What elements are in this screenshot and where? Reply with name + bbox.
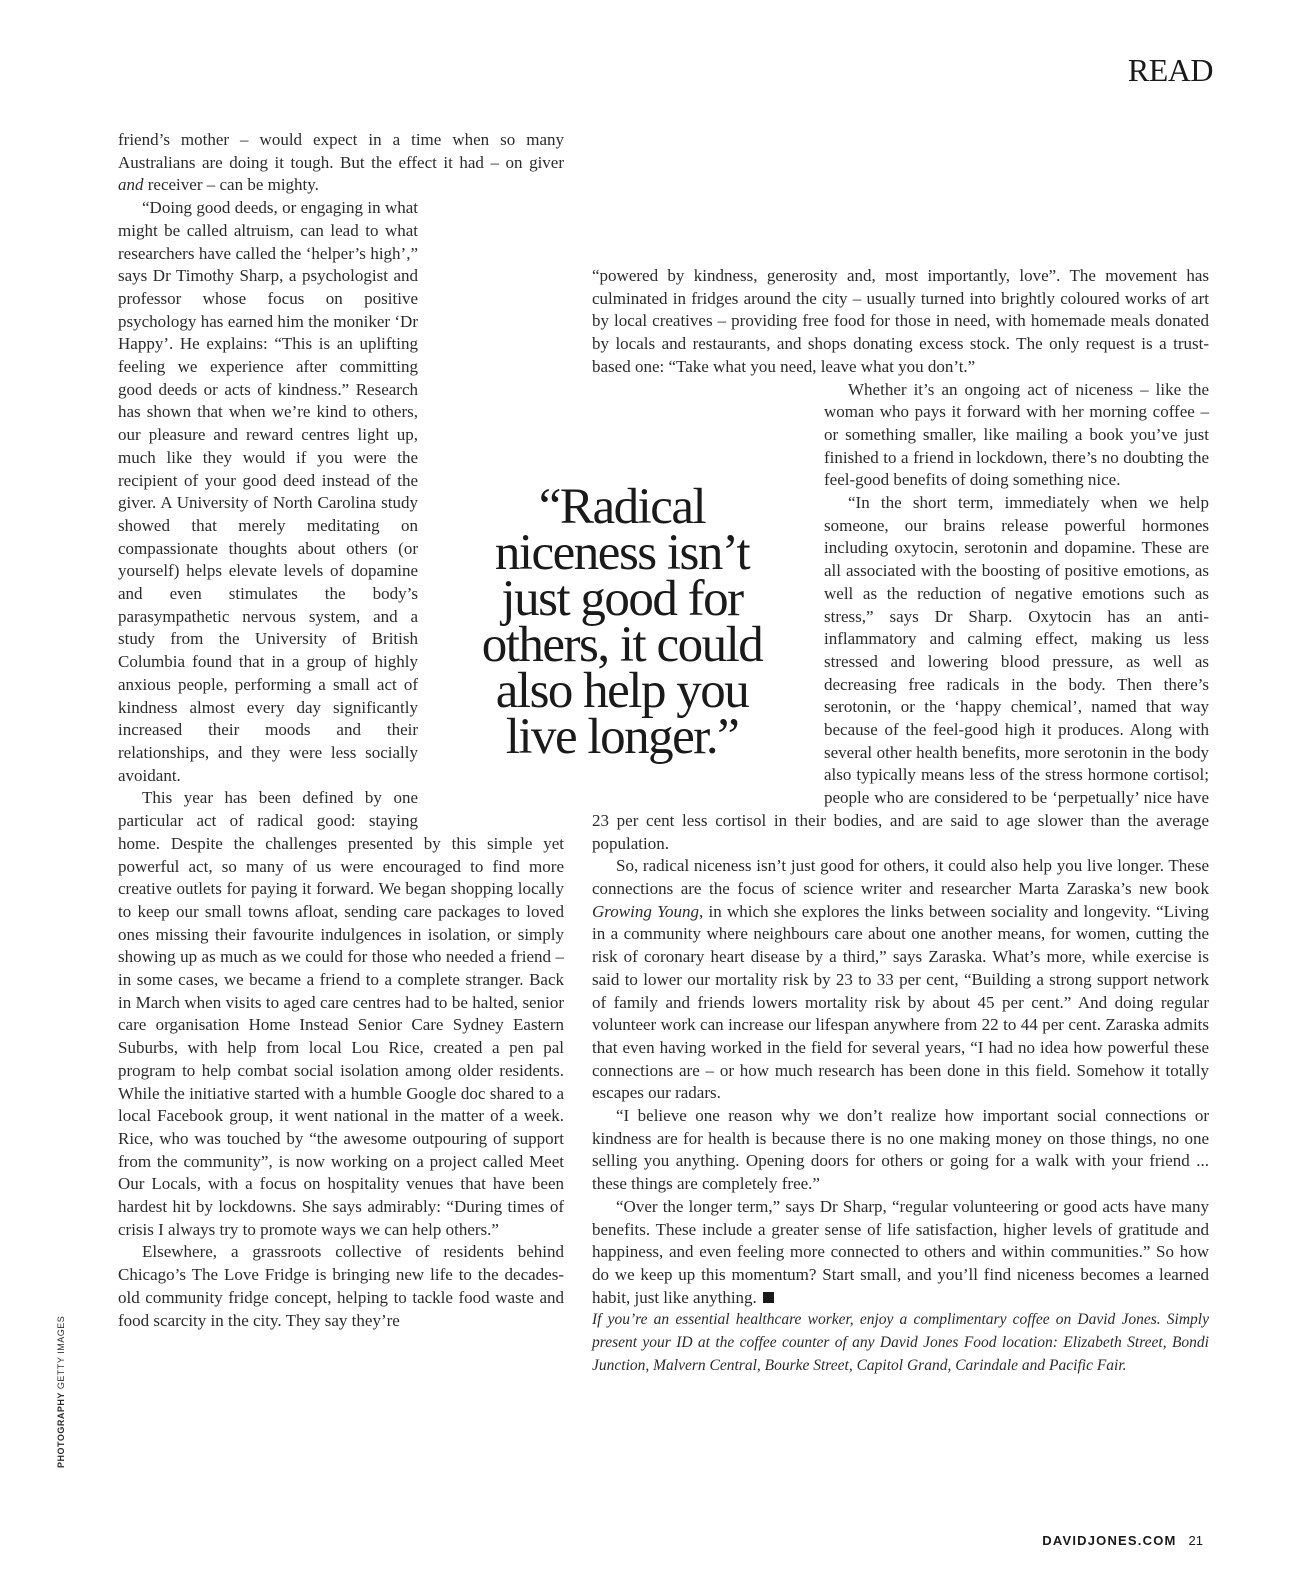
paragraph: “In the short term, immediately when we help someone, our brains release powerful hormones including oxytocin, serotonin and dopamine. These are all associated with the boosting of positive emotions, as well as the reduction of negative emotions such as stress,” says Dr Sharp. Oxytocin has an anti-inflammatory and calming effect, making us less stressed and lowering blood pressure, as well as decreasing free radicals in the body. Then there’s serotonin, or the ‘happy chemical’, named that way because of the feel-good high it produces. Along with several other health benefits, more serotonin in the body also typically means less of the stress hormone cortisol; people who are considered to be ‘perpetually’ nice have 23 per cent less cortisol in their bodies, and are said to age slower than the average population. — [592, 493, 1209, 853]
paragraph: Whether it’s an ongoing act of niceness – like the woman who pays it forward with her morning coffee – or something smaller, like mailing a book you’ve just finished to a friend in lockdown, there’s no doubting the feel-good benefits of doing something nice. — [824, 379, 1209, 490]
footnote: If you’re an essential healthcare worker, enjoy a complimentary coffee on David Jones. Simply present your ID at the coffee counter of any David Jones Food location: Elizabeth Street, Bondi Junction, Malvern Central, Bourke Street, Capitol Grand, Carindale and Pacific Fair. — [592, 1311, 1209, 1374]
paragraph: friend’s mother – would expect in a time when so many Australians are doing it tough. But the effect it had – on giver and receiver – can be mighty. — [118, 130, 564, 195]
paragraph: “Doing good deeds, or engaging in what might be called altruism, can lead to what researchers have called the ‘helper’s high’,” says Dr Timothy Sharp, a psychologist and professor whose focus on positive psychology has earned him the moniker ‘Dr Happy’. He explains: “This is an uplifting feeling we experience after committing good deeds or acts of kindness.” Research has shown that when we’re kind to others, our pleasure and reward centres light up, much like they would if you were the recipient of your good deed instead of the giver. A University of North Carolina study showed that merely meditating on compassionate thoughts about others (or yourself) helps elevate levels of dopamine and even stimulates the body’s parasympathetic nervous system, and a study from the University of British Columbia found that in a group of highly anxious people, performing a small act of kindness almost every day significantly increased their moods and their relationships, and they were less socially avoidant. — [118, 198, 418, 785]
pull-quote: “Radical niceness isn’t just good for others, it could also help you live longer.” — [481, 479, 763, 765]
end-mark-icon — [763, 1292, 774, 1303]
page-footer — [1042, 1533, 1203, 1548]
paragraph: This year has been defined by one particular act of radical good: staying home. Despite the challenges presented by this simple yet powerful act, so many of us were encouraged to find more creative outlets for paying it forward. We began shopping locally to keep our small towns afloat, sending care packages to loved ones missing their favourite indulgences in isolation, or simply showing up as much as we could for those who needed a friend – in some cases, we became a friend to a complete stranger. Back in March when visits to aged care centres had to be halted, senior care organisation Home Instead Senior Care Sydney Eastern Suburbs, with help from local Lou Rice, created a pen pal program to help combat social isolation among older residents. While the initiative started with a humble Google doc shared to a local Facebook group, it went national in the matter of a week. Rice, who was touched by “the awesome outpouring of support from the community”, is now working on a project called Meet Our Locals, with a focus on hospitality venues that have been hardest hit by lockdowns. She says admirably: “During times of crisis I always try to promote ways we can help others.” — [118, 788, 564, 1239]
paragraph: “Over the longer term,” says Dr Sharp, “regular volunteering or good acts have many benefits. These include a greater sense of life satisfaction, higher levels of gratitude and happiness, and even feeling more connected to others and within communities.” So how do we keep up this momentum? Start small, and you’ll find niceness becomes a learned habit, just like anything. — [592, 1196, 1209, 1307]
paragraph: So, radical niceness isn’t just good for others, it could also help you live longer. These connections are the focus of science writer and researcher Marta Zaraska’s new book Growing Young, in which she explores the links between sociality and longevity. “Living in a community where neighbours care about one another means, for women, cutting the risk of coronary heart disease by a third,” says Zaraska. What’s more, while exercise is said to lower our mortality risk by 23 to 33 per cent, “Building a strong support network of family and friends lowers mortality risk by about 45 per cent.” And doing regular volunteer work can increase our lifespan anywhere from 22 to 44 per cent. Zaraska admits that even having worked in the field for several years, “I had no idea how powerful these connections are – or how much research has been done in this field. Somehow it totally escapes our radars. — [592, 856, 1209, 1103]
paragraph: “I believe one reason why we don’t realize how important social connections or kindness are for health is because there is no one making money on those things, no one selling you anything. Opening doors for others or going for a walk with your friend ... these things are completely free.” — [592, 1106, 1209, 1194]
article-column-right — [592, 265, 1209, 1377]
paragraph: Elsewhere, a grassroots collective of residents behind Chicago’s The Love Fridge is bringing new life to the decades-old community fridge concept, helping to tackle food waste and food scarcity in the city. They say they’re — [118, 1242, 564, 1330]
paragraph: “powered by kindness, generosity and, most importantly, love”. The movement has culminated in fridges around the city – usually turned into brightly coloured works of art by local creatives – providing free food for those in need, with homemade meals donated by locals and restaurants, and shops donating excess stock. The only request is a trust-based one: “Take what you need, leave what you don’t.” — [592, 266, 1209, 376]
section-label: READ — [1127, 52, 1213, 88]
page-number: 21 — [1188, 1533, 1203, 1548]
photo-credit: PHOTOGRAPHY GETTY IMAGES — [56, 1315, 66, 1468]
footer-site: DAVIDJONES.COM — [1042, 1533, 1177, 1548]
